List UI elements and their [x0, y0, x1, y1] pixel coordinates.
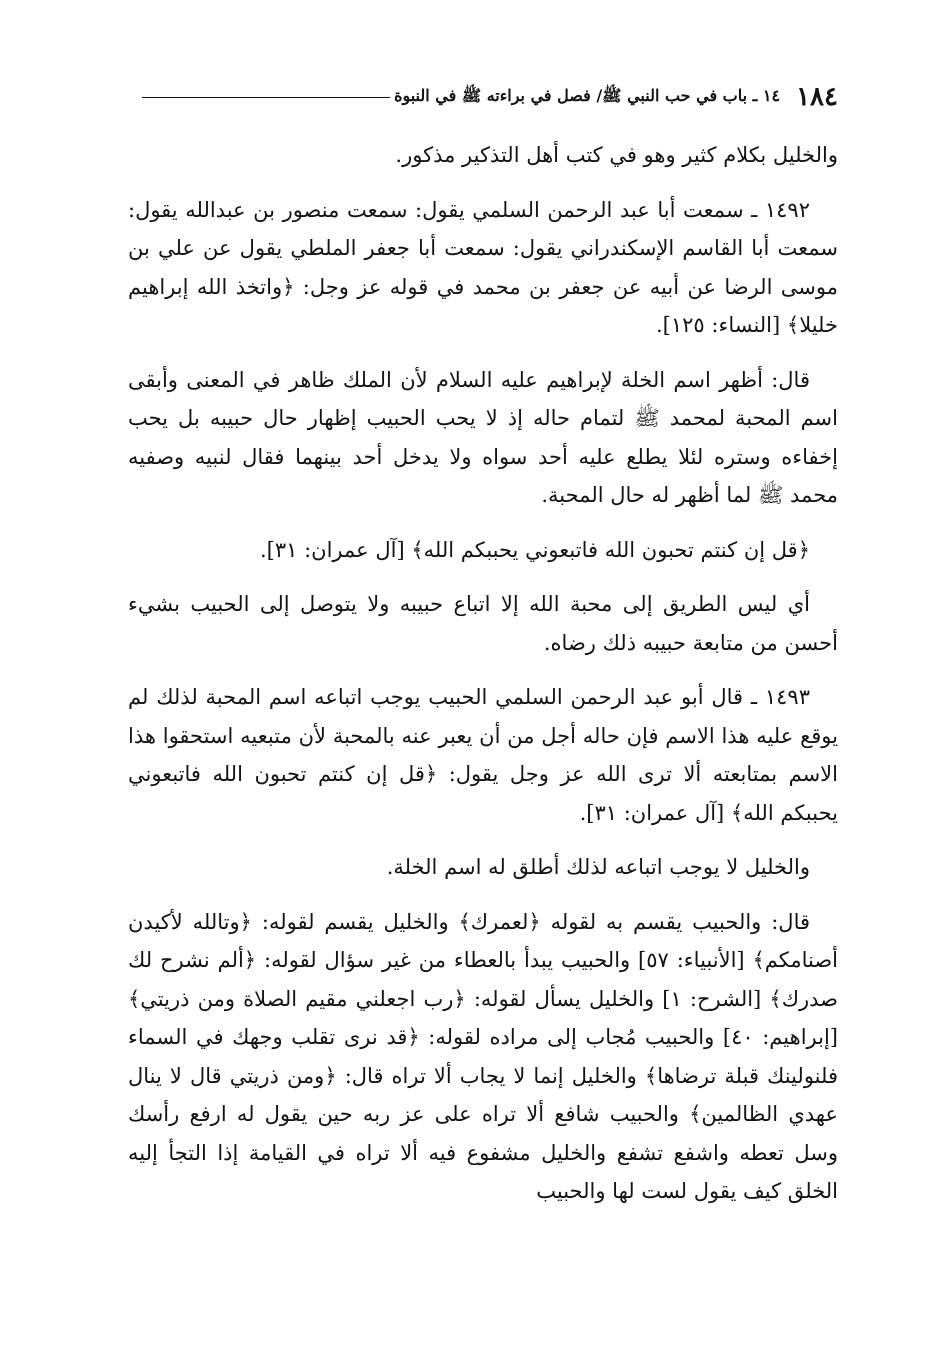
paragraph-1492: ١٤٩٢ ـ سمعت أبا عبد الرحمن السلمي يقول: سمعت منصور بن عبدالله يقول: سمعت أبا القاسم الإسكندراني يقول: سمعت أبا جعفر الملطي يقول عن علي بن موسى الرضا عن أبيه عن جعفر بن محمد في قوله عز وجل: ﴿واتخذ الله إبراهيم خليلا﴾ [النساء: ١٢٥]. [128, 197, 838, 337]
paragraph-quran-verse: ﴿قل إن كنتم تحبون الله فاتبعوني يحببكم الله﴾ [آل عمران: ٣١]. [259, 537, 810, 562]
paragraph-habib-vs-khalil: قال: والحبيب يقسم به لقوله ﴿لعمرك﴾ والخليل يقسم لقوله: ﴿وتالله لأكيدن أصنامكم﴾ [الأنبياء: ٥٧] والحبيب يبدأ بالعطاء من غير سؤال لقوله: ﴿ألم نشرح لك صدرك﴾ [الشرح: ١] والخليل يسأل لقوله: ﴿رب اجعلني مقيم الصلاة ومن ذريتي﴾ [إبراهيم: ٤٠] والحبيب مُجاب إلى مراده لقوله: ﴿قد نرى تقلب وجهك في السماء فلنولينك قبلة ترضاها﴾ والخليل إنما لا يجاب ألا تراه قال: ﴿ومن ذريتي قال لا ينال عهدي الظالمين﴾ والحبيب شافع ألا تراه على عز ربه حين يقول له ارفع رأسك وسل تعطه واشفع تشفع والخليل مشفوع فيه ألا تراه في القيامة إذا التجأ إليه الخلق كيف يقول لست لها والحبيب [128, 909, 839, 1203]
paragraph-continuation: والخليل بكلام كثير وهو في كتب أهل التذكير مذكور. [395, 143, 838, 167]
page-body [128, 136, 838, 1227]
paragraph-path-to-love: أي ليس الطريق إلى محبة الله إلا اتباع حبيبه ولا يتوصل إلى الحبيب بشيء أحسن من متابعة حبيبه ذلك رضاه. [128, 592, 838, 655]
page-number: ١٨٤ [796, 82, 838, 112]
page-header [128, 78, 838, 116]
paragraph-khulla-explanation: قال: أظهر اسم الخلة لإبراهيم عليه السلام لأن الملك ظاهر في المعنى وأبقى اسم المحبة لمحمد ﷺ لتمام حاله إذ لا يحب الحبيب إظهار حال حبيبه بل يحب إخفاءه وستره لئلا يطلع عليه أحد سواه ولا يدخل أحد بينهما فقال لنبيه وصفيه محمد ﷺ لما أظهر له حال المحبة. [128, 367, 838, 507]
header-rule [142, 97, 390, 98]
running-title: ١٤ ـ باب في حب النبي ﷺ/ فصل في براءته ﷺ في النبوة [394, 85, 781, 105]
paragraph-1493: ١٤٩٣ ـ قال أبو عبد الرحمن السلمي الحبيب يوجب اتباعه اسم المحبة لذلك لم يوقع عليه هذا الاسم فإن حاله أجل من أن يعبر عنه بالمحبة لأن متبعيه استحقوا هذا الاسم بمتابعته ألا ترى الله عز وجل يقول: ﴿قل إن كنتم تحبون الله فاتبعوني يحببكم الله﴾ [آل عمران: ٣١]. [128, 685, 838, 825]
paragraph-khalil-following: والخليل لا يوجب اتباعه لذلك أطلق له اسم الخلة. [386, 855, 810, 879]
